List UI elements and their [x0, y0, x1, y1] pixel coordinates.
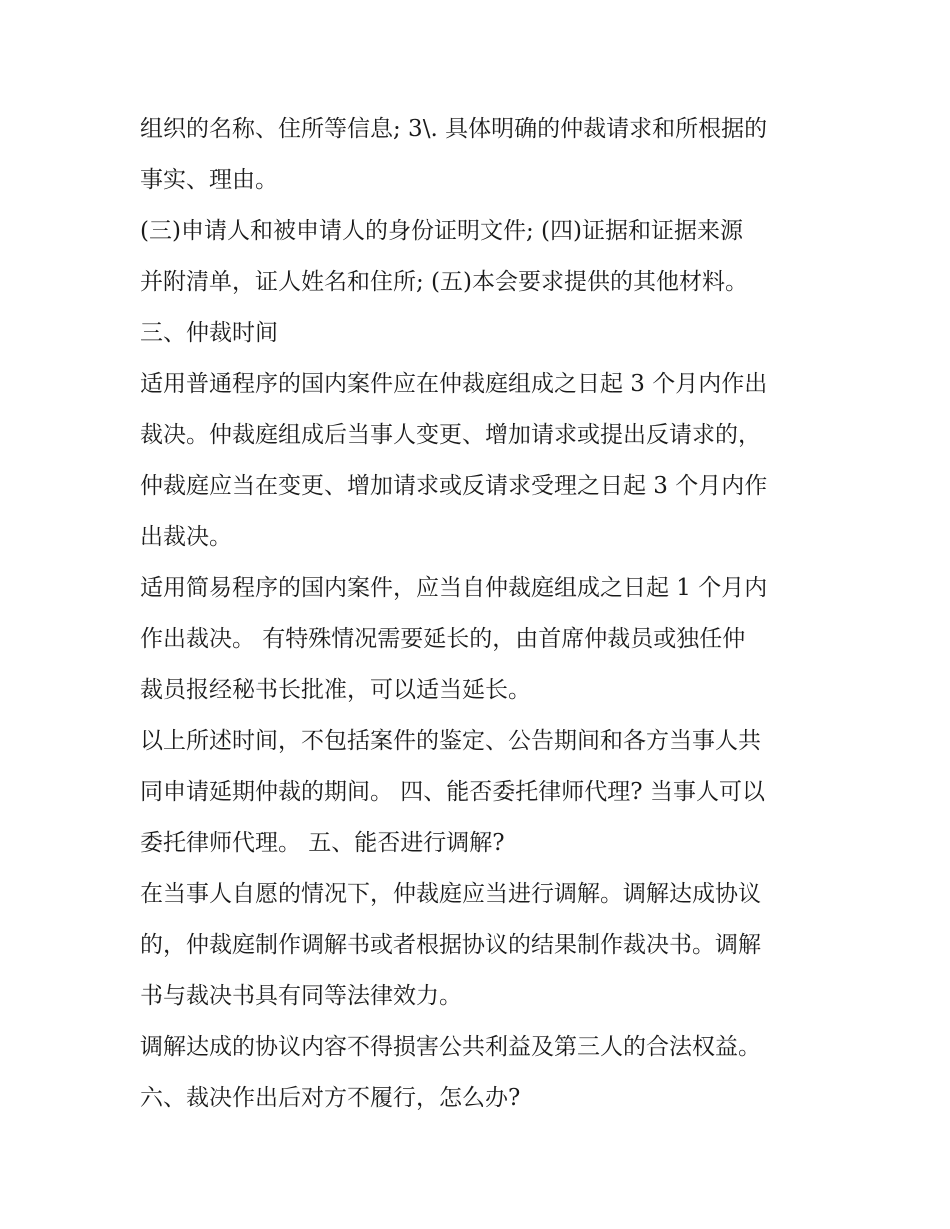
heading-text: 三、仲裁时间: [140, 320, 278, 346]
paragraph-applicant-info: [140, 104, 820, 206]
text-line: 以上所述时间，不包括案件的鉴定、公告期间和各方当事人共: [140, 728, 761, 754]
text-line: 事实、理由。: [140, 167, 278, 193]
text-line: 适用普通程序的国内案件应在仲裁庭组成之日起 3 个月内作出: [140, 371, 768, 397]
text-line: (三)申请人和被申请人的身份证明文件; (四)证据和证据来源: [140, 218, 743, 244]
paragraph-simplified-procedure: [140, 563, 820, 716]
text-line: 调解达成的协议内容不得损害公共利益及第三人的合法权益。: [140, 1034, 761, 1060]
text-line: 作出裁决。 有特殊情况需要延长的，由首席仲裁员或独任仲: [140, 626, 746, 652]
section-heading-arbitration-time: [140, 308, 820, 359]
text-line: 适用简易程序的国内案件，应当自仲裁庭组成之日起 1 个月内: [140, 575, 768, 601]
text-line: 的，仲裁庭制作调解书或者根据协议的结果制作裁决书。调解: [140, 932, 761, 958]
text-line: 并附清单，证人姓名和住所; (五)本会要求提供的其他材料。: [140, 269, 749, 295]
text-line: 在当事人自愿的情况下，仲裁庭应当进行调解。调解达成协议: [140, 881, 761, 907]
text-line: 组织的名称、住所等信息; 3\. 具体明确的仲裁请求和所根据的: [140, 116, 768, 142]
paragraph-mediation: [140, 869, 820, 1022]
text-line: 同申请延期仲裁的期间。 四、能否委托律师代理? 当事人可以: [140, 779, 765, 805]
text-line: 委托律师代理。 五、能否进行调解?: [140, 830, 505, 856]
text-line: 书与裁决书具有同等法律效力。: [140, 983, 462, 1009]
paragraph-mediation-limits: [140, 1022, 820, 1073]
document-body: [140, 104, 820, 1124]
heading-text: 六、裁决作出后对方不履行，怎么办?: [140, 1085, 521, 1111]
section-heading-non-performance: [140, 1073, 820, 1124]
paragraph-required-documents: [140, 206, 820, 308]
paragraph-time-exclusions: [140, 716, 820, 869]
text-line: 出裁决。: [140, 524, 232, 550]
text-line: 裁员报经秘书长批准，可以适当延长。: [140, 677, 531, 703]
paragraph-ordinary-procedure: [140, 359, 820, 563]
text-line: 仲裁庭应当在变更、增加请求或反请求受理之日起 3 个月内作: [140, 473, 768, 499]
text-line: 裁决。仲裁庭组成后当事人变更、增加请求或提出反请求的，: [140, 422, 761, 448]
